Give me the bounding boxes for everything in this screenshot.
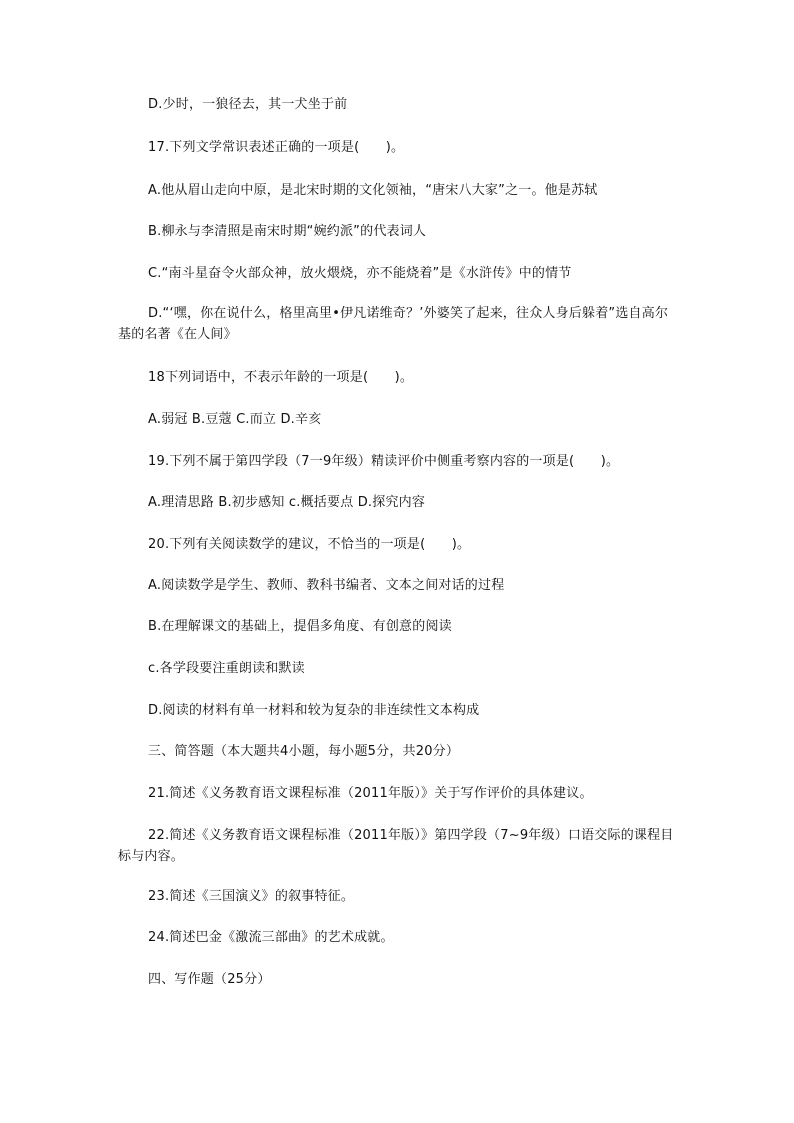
option-a-20: A.阅读数学是学生、教师、教科书编者、文本之间对话的过程	[148, 578, 505, 593]
question-18: 18下列词语中，不表示年龄的一项是( )。	[148, 370, 414, 385]
option-c-20: c.各学段要注重朗读和默读	[148, 661, 305, 676]
option-d-17: D.“‘嘿，你在说什么，格里高里•伊凡诺维奇？’外婆笑了起来，往众人身后躲着”选自高尔基的名著《在人间》	[118, 306, 669, 342]
options-18: A.弱冠 B.豆蔻 C.而立 D.辛亥	[148, 412, 322, 427]
option-a-17: A.他从眉山走向中原，是北宋时期的文化领袖，“唐宋八大家”之一。他是苏轼	[148, 183, 598, 198]
option-b-17: B.柳永与李清照是南宋时期“婉约派”的代表词人	[148, 224, 427, 239]
question-17: 17.下列文学常识表述正确的一项是( )。	[148, 140, 405, 155]
options-19: A.理清思路 B.初步感知 c.概括要点 D.探究内容	[148, 495, 426, 510]
option-b-20: B.在理解课文的基础上，提倡多角度、有创意的阅读	[148, 619, 452, 634]
question-23: 23.简述《三国演义》的叙事特征。	[148, 889, 355, 904]
question-20: 20.下列有关阅读数学的建议，不恰当的一项是( )。	[148, 537, 471, 552]
option-d-16: D.少时，一狼径去，其一犬坐于前	[148, 97, 348, 112]
question-21: 21.简述《义务教育语文课程标准（2011年版）》关于写作评价的具体建议。	[148, 786, 593, 801]
option-d-20: D.阅读的材料有单一材料和较为复杂的非连续性文本构成	[148, 703, 480, 718]
section-heading-writing: 四、写作题（25分）	[148, 972, 271, 987]
question-19: 19.下列不属于第四学段（7一9年级）精读评价中侧重考察内容的一项是( )。	[148, 454, 620, 469]
question-24: 24.简述巴金《激流三部曲》的艺术成就。	[148, 930, 394, 945]
question-22: 22.简述《义务教育语文课程标准（2011年版）》第四学段（7~9年级）口语交际的课程目标与内容。	[118, 828, 674, 864]
option-c-17: C.“南斗星奋令火部众神，放火煨烧，亦不能烧着”是《水浒传》中的情节	[148, 266, 572, 281]
section-heading-short-answer: 三、简答题（本大题共4小题，每小题5分，共20分）	[148, 744, 460, 759]
